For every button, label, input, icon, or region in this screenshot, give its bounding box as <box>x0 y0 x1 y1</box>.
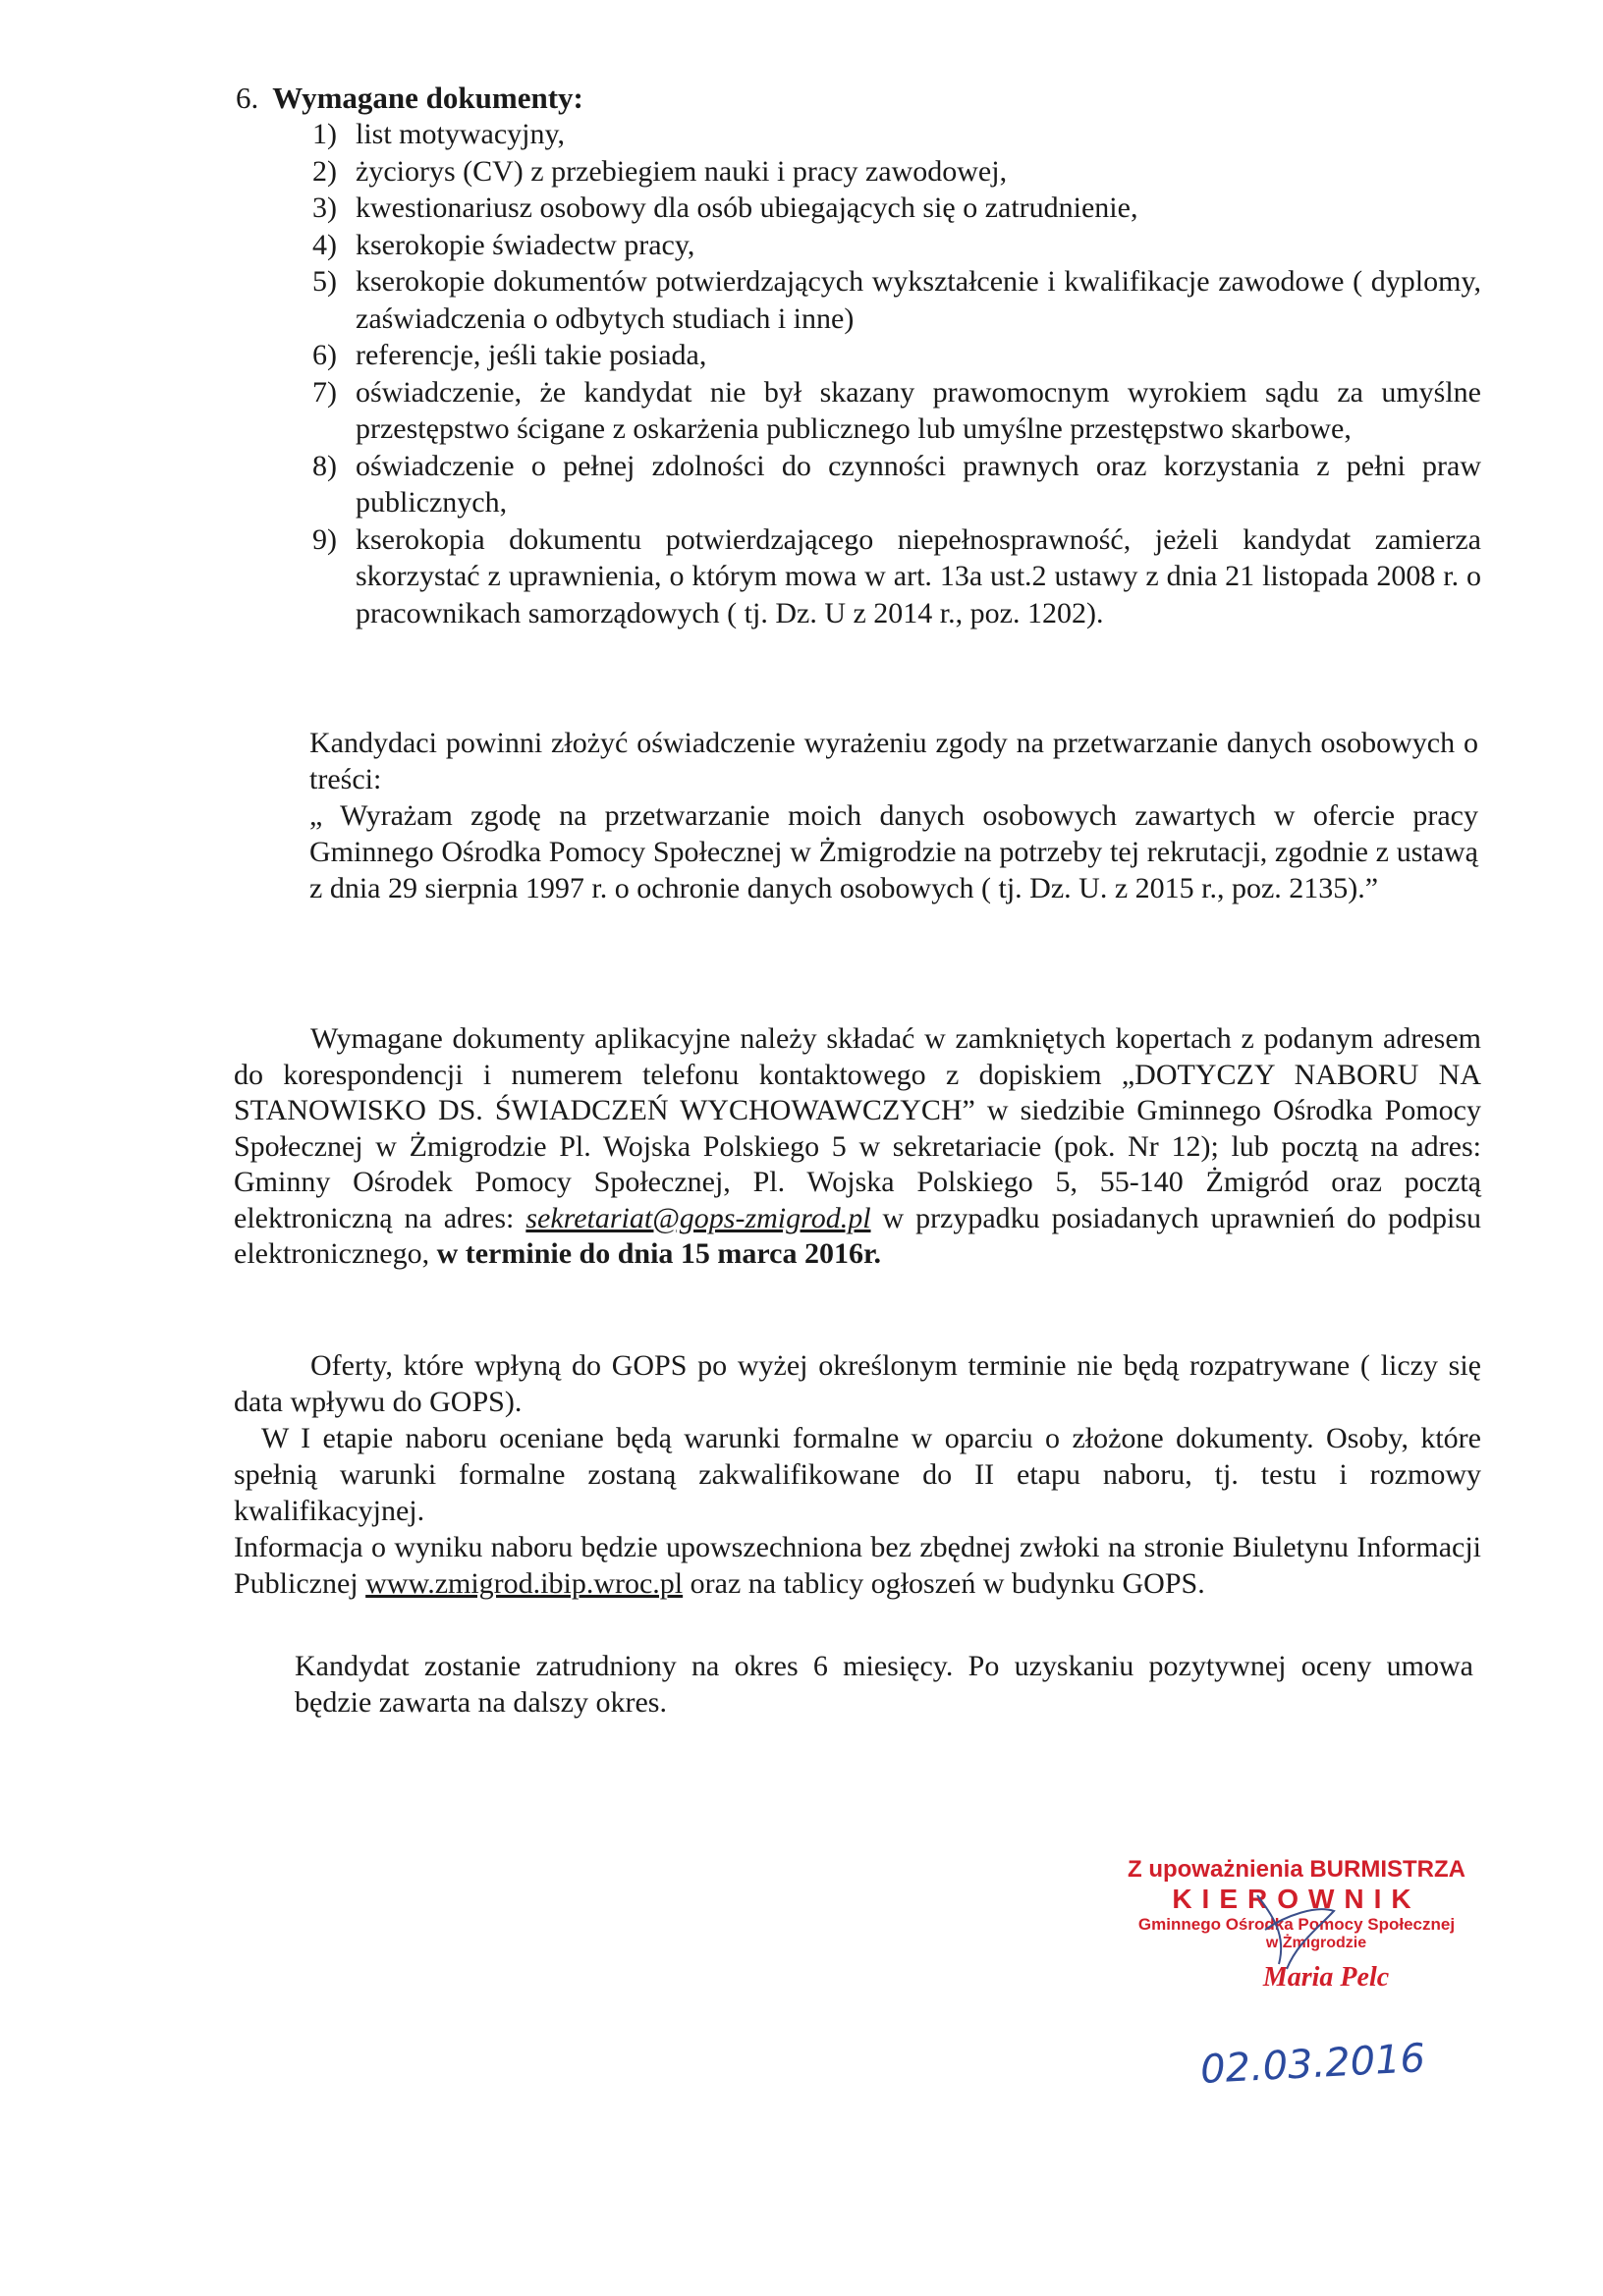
list-item: 6) referencje, jeśli takie posiada, <box>312 339 707 371</box>
stage-one-text: W I etapie naboru oceniane będą warunki formalne w oparciu o złożone dokumenty. Osoby, które spełnią warunki formalne zostaną zakwalifikowane do II etapu naboru, tj. testu i rozmowy kwalifikacyjnej. <box>234 1422 1481 1527</box>
list-item: 5) kserokopie dokumentów potwierdzających wykształcenie i kwalifikacje zawodowe ( dyplomy, zaświadczenia o odbytych studiach i inne) <box>312 265 1481 335</box>
consent-quote: „ Wyrażam zgodę na przetwarzanie moich danych osobowych zawartych w ofercie pracy Gminnego Ośrodka Pomocy Społecznej w Żmigrodzie na potrzeby tej rekrutacji, zgodnie z ustawą z dnia 29 sierpnia 1997 r. o ochronie danych osobowych ( tj. Dz. U. z 2015 r., poz. 2135).” <box>309 799 1478 904</box>
list-item: 8) oświadczenie o pełnej zdolności do czynności prawnych oraz korzystania z pełni praw publicznych, <box>312 449 1481 519</box>
submission-text-after: w przypadku posiadanych uprawnień do podpisu elektronicznego, <box>234 1201 1482 1270</box>
handwritten-signature <box>1218 1876 1355 1984</box>
submission-paragraph <box>234 1021 1481 1273</box>
handwritten-date <box>1196 2035 1452 2094</box>
result-text: Informacja o wyniku naboru będzie upowszechniona bez zbędnej zwłoki na stronie Biuletynu Informacji Publicznej <box>234 1531 1481 1600</box>
bip-link[interactable]: www.zmigrod.ibip.wroc.pl <box>365 1567 684 1600</box>
list-item: 1) list motywacyjny, <box>312 118 566 150</box>
list-item: 9) kserokopia dokumentu potwierdzającego niepełnosprawność, jeżeli kandydat zamierza skorzystać z uprawnienia, o którym mowa w art. 13a ust.2 ustawy z dnia 21 listopada 2008 r. o pracownikach samorządowych ( tj. Dz. U z 2014 r., poz. 1202). <box>312 522 1481 629</box>
section-number: 6. <box>236 81 259 115</box>
consent-intro: Kandydaci powinni złożyć oświadczenie wyrażeniu zgody na przetwarzanie danych osobowych o treści: <box>309 727 1478 795</box>
result-text-after: oraz na tablicy ogłoszeń w budynku GOPS. <box>690 1567 1205 1600</box>
section-heading <box>236 81 583 116</box>
stamp-authorization: Z upoważnienia BURMISTRZA <box>1128 1856 1465 1883</box>
offers-paragraph <box>234 1347 1481 1602</box>
late-offers-text: Oferty, które wpłyną do GOPS po wyżej określonym terminie nie będą rozpatrywane ( liczy się data wpływu do GOPS). <box>234 1349 1481 1418</box>
list-item: 3) kwestionariusz osobowy dla osób ubiegających się o zatrudnienie, <box>312 191 1138 224</box>
handwritten-date-text: 02.03.2016 <box>1198 2036 1427 2093</box>
stamp-name: Maria Pelc <box>1262 1962 1390 1993</box>
stamp-institution: Gminnego Ośrodka Pomocy Społecznej <box>1137 1915 1456 1934</box>
list-item: 7) oświadczenie, że kandydat nie był skazany prawomocnym wyrokiem sądu za umyślne przestępstwo ścigane z oskarżenia publicznego lub umyślne przestępstwo skarbowe, <box>312 375 1481 445</box>
deadline-text: w terminie do dnia 15 marca 2016r. <box>436 1237 882 1270</box>
submission-text: Wymagane dokumenty aplikacyjne należy składać w zamkniętych kopertach z podanym adresem do korespondencji i numerem telefonu kontaktowego z dopiskiem „DOTYCZY NABORU NA STANOWISKO DS. ŚWIADCZEŃ WYCHOWAWCZYCH” w siedzibie Gminnego Ośrodka Pomocy Społecznej w Żmigrodzie Pl. Wojska Polskiego 5 w sekretariacie (pok. Nr 12); lub pocztą na adres: Gminny Ośrodek Pomocy Społecznej, Pl. Wojska Polskiego 5, 55-140 Żmigród oraz pocztą elektroniczną na adres: <box>234 1022 1481 1234</box>
stamp-title: KIEROWNIK <box>1172 1884 1421 1914</box>
required-documents-list <box>312 116 1481 631</box>
consent-paragraph <box>309 725 1478 906</box>
email-link[interactable]: sekretariat@gops-zmigrod.pl <box>525 1201 871 1234</box>
list-item: 4) kserokopie świadectw pracy, <box>312 228 695 261</box>
list-item: 2) życiorys (CV) z przebiegiem nauki i pracy zawodowej, <box>312 154 1008 188</box>
employment-paragraph: Kandydat zostanie zatrudniony na okres 6 miesięcy. Po uzyskaniu pozytywnej oceny umowa będzie zawarta na dalszy okres. <box>295 1650 1473 1719</box>
stamp-location: w Żmigrodzie <box>1265 1935 1367 1951</box>
section-title: Wymagane dokumenty: <box>272 81 583 115</box>
